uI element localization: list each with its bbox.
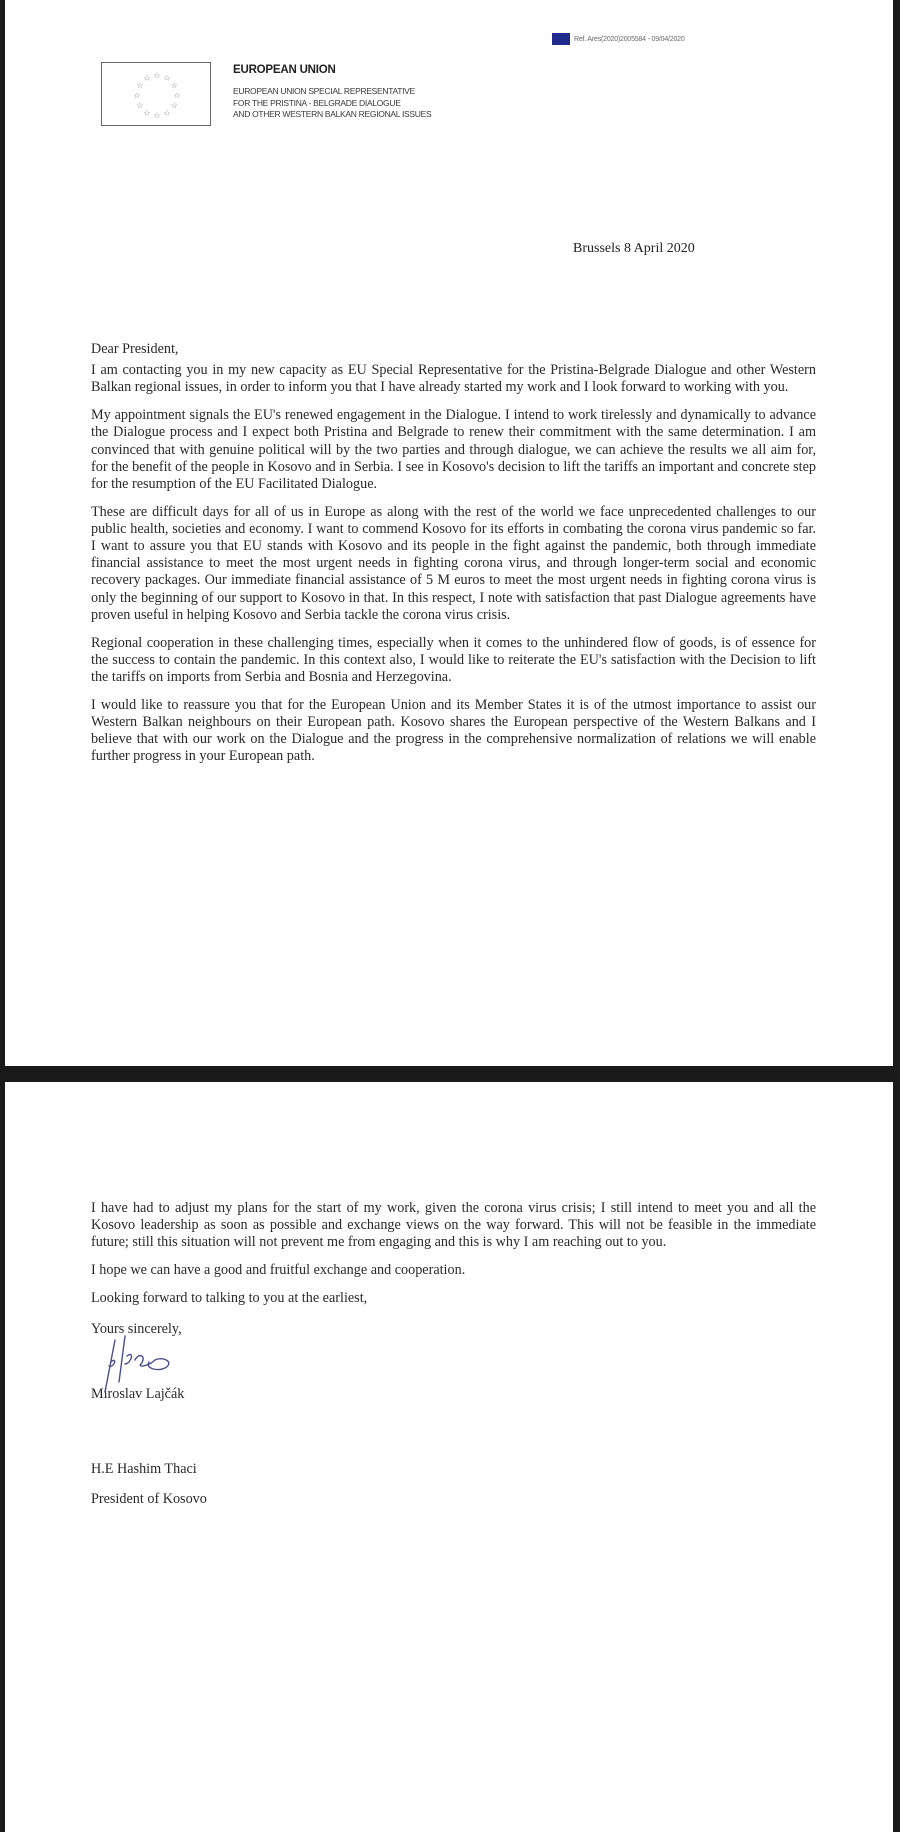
letter-page-2	[5, 1082, 893, 1832]
paragraph: I hope we can have a good and fruitful exchange and cooperation.	[91, 1262, 466, 1279]
star-icon: ☆	[136, 101, 144, 110]
paragraph: My appointment signals the EU's renewed engagement in the Dialogue. I intend to work tirelessly and dynamically to advance the Dialogue process and I expect both Pristina and Belgrade to renew their commitment with the same determination. I am convinced that with genuine political will by the two parties and through dialogue, we can achieve the results we all aim for, for the benefit of the people in Kosovo and in Serbia. I see in Kosovo's decision to lift the tariffs an important and concrete step for the resumption of the EU Facilitated Dialogue.	[91, 407, 816, 492]
star-icon: ☆	[143, 73, 151, 83]
star-icon: ☆	[173, 91, 181, 100]
star-icon: ☆	[153, 111, 161, 120]
letterhead-subtitle	[233, 86, 431, 121]
paragraph: I am contacting you in my new capacity as EU Special Representative for the Pristina-Belgrade Dialogue and other Western Balkan regional issues, in order to inform you that I have already started my work and I look forward to working with you.	[91, 362, 816, 396]
letterhead-subtitle-line: EUROPEAN UNION SPECIAL REPRESENTATIVE	[233, 86, 415, 96]
reference-stamp	[552, 33, 685, 45]
valediction: Yours sincerely,	[91, 1321, 182, 1338]
star-icon: ☆	[136, 81, 144, 90]
paragraph: These are difficult days for all of us in Europe as along with the rest of the world we face unprecedented challenges to our public health, societies and economy. I want to commend Kosovo for its efforts in combating the corona virus pandemic so far. I want to assure you that EU stands with Kosovo and its people in the fight against the pandemic, both through immediate financial assistance to meet the most urgent needs in fighting corona virus, and through longer-term social and economic recovery packages. Our immediate financial assistance of 5 M euros to meet the most urgent needs in fighting corona virus is only the beginning of our support to Kosovo in that. In this respect, I note with satisfaction that past Dialogue agreements have proven useful in helping Kosovo and Serbia tackle the corona virus crisis.	[91, 503, 816, 623]
letter-body-page-1	[91, 341, 816, 776]
recipient-name: H.E Hashim Thaci	[91, 1461, 197, 1478]
star-icon: ☆	[170, 81, 178, 90]
star-icon: ☆	[133, 91, 141, 100]
salutation: Dear President,	[91, 341, 179, 357]
eu-flag-icon	[552, 33, 570, 45]
paragraph: I have had to adjust my plans for the start of my work, given the corona virus crisis; I still intend to meet you and all the Kosovo leadership as soon as possible and exchange views on the way forward. This will not be feasible in the immediate future; still this situation will not prevent me from engaging and this is why I am reaching out to you.	[91, 1200, 816, 1251]
handwritten-signature-icon	[91, 1344, 816, 1384]
star-icon: ☆	[163, 73, 171, 83]
closing-line: Looking forward to talking to you at the earliest,	[91, 1289, 368, 1306]
paragraph: I would like to reassure you that for the European Union and its Member States it is of the utmost importance to assist our Western Balkan neighbours on their European path. Kosovo shares the European perspective of the Western Balkans and I believe that with our work on the Dialogue and the progress in the comprehensive normalization of relations we will enable further progress in your European path.	[91, 696, 816, 765]
closing-block	[91, 1290, 816, 1404]
letter-page-1	[5, 0, 893, 1066]
recipient-block	[91, 1461, 816, 1507]
letterhead-subtitle-line: AND OTHER WESTERN BALKAN REGIONAL ISSUES	[233, 109, 432, 119]
signatory-name: Miroslav Lajčák	[91, 1386, 185, 1403]
letter-body-page-2	[91, 1200, 816, 1520]
recipient-title: President of Kosovo	[91, 1490, 207, 1507]
eu-stars-emblem-icon	[101, 62, 211, 126]
letterhead-subtitle-line: FOR THE PRISTINA - BELGRADE DIALOGUE	[233, 97, 401, 108]
letterhead-title: EUROPEAN UNION	[233, 64, 336, 76]
star-icon: ☆	[153, 71, 161, 80]
star-icon: ☆	[170, 101, 178, 110]
letter-date: Brussels 8 April 2020	[573, 241, 695, 256]
reference-number: Ref. Ares(2020)2005584 - 09/04/2020	[574, 35, 685, 43]
star-icon: ☆	[163, 108, 171, 118]
star-icon: ☆	[143, 108, 151, 118]
paragraph: Regional cooperation in these challenging times, especially when it comes to the unhindered flow of goods, is of essence for the success to contain the pandemic. In this context also, I would like to reiterate the EU's satisfaction with the Decision to lift the tariffs on imports from Serbia and Bosnia and Herzegovina.	[91, 634, 816, 685]
